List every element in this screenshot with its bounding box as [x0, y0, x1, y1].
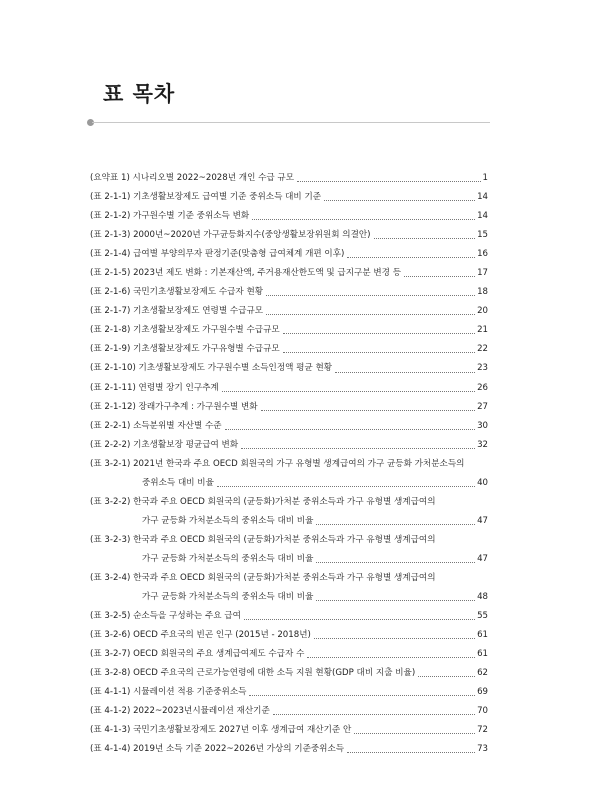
toc-entry[interactable]: [90, 626, 488, 645]
toc-leader-dots: [316, 524, 475, 525]
toc-entry-label: (표 2-1-3): [90, 230, 131, 241]
toc-entry-page: 32: [477, 439, 488, 450]
toc-entry-page: 18: [477, 287, 488, 298]
toc-entry[interactable]: [90, 645, 488, 664]
toc-entry-title: 국민기초생활보장제도 수급자 현황: [133, 287, 264, 298]
toc-leader-dots: [283, 352, 475, 353]
toc-entry-page: 47: [477, 553, 488, 564]
toc-entry-label: (표 2-1-11): [90, 382, 136, 393]
toc-entry-title: 시뮬레이션 적용 기준중위소득: [133, 687, 247, 698]
toc-entry-page: 1: [482, 173, 488, 183]
toc-entry-title: 순소득을 구성하는 주요 급여: [133, 611, 241, 622]
toc-leader-dots: [283, 333, 475, 334]
toc-leader-dots: [354, 733, 475, 734]
toc-entry[interactable]: [90, 664, 488, 683]
toc-entry-title: 2021년 한국과 주요 OECD 회원국의 가구 유형별 생계급여의 가구 균등화 가처분소득의: [133, 458, 465, 469]
toc-leader-dots: [314, 638, 475, 639]
toc-entry-title: 연령별 장기 인구추계: [138, 382, 219, 393]
toc-leader-dots: [222, 391, 475, 392]
toc-leader-dots: [249, 695, 475, 696]
toc-entry[interactable]: [90, 417, 488, 436]
toc-entry-page: 17: [477, 268, 488, 279]
toc-entry-title: 기초생활보장제도 가구원수별 수급규모: [133, 325, 280, 336]
toc-entry[interactable]: [90, 398, 488, 417]
toc-entry[interactable]: [90, 379, 488, 398]
toc-leader-dots: [347, 752, 475, 753]
toc-entry-label: (표 4-1-2): [90, 706, 131, 717]
toc-entry-title: OECD 주요국의 빈곤 인구 (2015년 - 2018년): [133, 630, 311, 641]
toc-entry-page: 15: [477, 230, 488, 241]
toc-entry-label: (표 3-2-3): [90, 534, 131, 545]
toc-leader-dots: [404, 276, 475, 277]
toc-entry-page: 30: [477, 420, 488, 431]
toc-leader-dots: [225, 429, 476, 430]
toc-entry-label: (표 3-2-8): [90, 668, 131, 679]
toc-entry[interactable]: [90, 702, 488, 721]
toc-entry[interactable]: [90, 321, 488, 340]
toc-entry[interactable]: [90, 436, 488, 455]
toc-entry-page: 40: [477, 477, 488, 488]
toc-leader-dots: [316, 562, 475, 563]
toc-entry-title: 2000년~2020년 가구균등화지수(중앙생활보장위원회 의결안): [133, 230, 371, 241]
toc-entry[interactable]: [90, 531, 488, 569]
toc-entry-page: 73: [477, 744, 488, 755]
toc-leader-dots: [324, 200, 475, 201]
toc-entry-title: 2023년 제도 변화 : 기본재산액, 주거용재산한도액 및 급지구분 변경 등: [133, 268, 402, 279]
toc-leader-dots: [347, 257, 475, 258]
toc-entry-title: OECD 회원국의 주요 생계급여제도 수급자 수: [133, 649, 305, 660]
toc-entry-label: (표 2-1-6): [90, 287, 131, 298]
toc-leader-dots: [261, 410, 476, 411]
toc-entry[interactable]: [90, 493, 488, 531]
toc-entry-title: 한국과 주요 OECD 회원국의 (균등화)가처분 중위소득과 가구 유형별 생계급여의: [133, 572, 436, 583]
toc-entry[interactable]: [90, 207, 488, 226]
toc-entry-label: (표 2-2-2): [90, 439, 131, 450]
toc-entry-label: (표 4-1-4): [90, 744, 131, 755]
toc-entry-title: 장래가구추계 : 가구원수별 변화: [138, 401, 258, 412]
toc-entry-page: 21: [477, 325, 488, 336]
toc-leader-dots: [217, 486, 475, 487]
toc-entry-page: 26: [477, 382, 488, 393]
title-rule: [92, 122, 490, 123]
toc-entry[interactable]: [90, 302, 488, 321]
toc-entry-page: 16: [477, 249, 488, 260]
toc-entry-page: 69: [477, 687, 488, 698]
toc-entry-label: (표 2-1-4): [90, 249, 131, 260]
toc-entry-label: (표 2-1-5): [90, 268, 131, 279]
toc-leader-dots: [252, 219, 475, 220]
table-of-contents: [90, 169, 488, 759]
toc-entry[interactable]: [90, 264, 488, 283]
toc-leader-dots: [266, 295, 475, 296]
toc-entry-title: 기초생활보장제도 연령별 수급규모: [133, 306, 264, 317]
toc-entry-title: 기초생활보장제도 가구유형별 수급규모: [133, 344, 280, 355]
toc-entry-title-cont: 중위소득 대비 비율: [142, 477, 214, 488]
toc-leader-dots: [374, 238, 476, 239]
toc-entry-page: 72: [477, 725, 488, 736]
toc-entry-page: 47: [477, 515, 488, 526]
toc-entry-title: 기초생활보장 평균급여 변화: [133, 439, 239, 450]
toc-entry-page: 20: [477, 306, 488, 317]
toc-entry-label: (표 2-2-1): [90, 420, 131, 431]
toc-entry-label: (표 2-1-2): [90, 211, 131, 222]
toc-entry-page: 61: [477, 630, 488, 641]
toc-entry-page: 70: [477, 706, 488, 717]
toc-entry-label: (표 4-1-3): [90, 725, 131, 736]
toc-entry-title-cont: 가구 균등화 가처분소득의 중위소득 대비 비율: [142, 515, 314, 526]
toc-entry[interactable]: [90, 169, 488, 188]
toc-entry-label: (표 2-1-10): [90, 363, 136, 374]
toc-entry-title: 기초생활보장제도 가구원수별 소득인정액 평균 현황: [138, 363, 333, 374]
toc-leader-dots: [297, 181, 480, 182]
toc-entry-label: (표 2-1-8): [90, 325, 131, 336]
toc-entry[interactable]: [90, 607, 488, 626]
toc-entry[interactable]: [90, 283, 488, 302]
toc-entry-page: 27: [477, 401, 488, 412]
toc-entry-label: (표 3-2-7): [90, 649, 131, 660]
toc-entry-title: 한국과 주요 OECD 회원국의 (균등화)가처분 중위소득과 가구 유형별 생계급여의: [133, 496, 436, 507]
toc-entry-title-cont: 가구 균등화 가처분소득의 중위소득 대비 비율: [142, 592, 314, 603]
toc-entry-label: (표 4-1-1): [90, 687, 131, 698]
toc-entry[interactable]: [90, 188, 488, 207]
toc-entry-title: 한국과 주요 OECD 회원국의 (균등화)가처분 중위소득과 가구 유형별 생계급여의: [133, 534, 436, 545]
toc-entry-page: 14: [477, 211, 488, 222]
page-title: 표 목차: [103, 82, 176, 106]
toc-entry[interactable]: [90, 569, 488, 607]
toc-entry[interactable]: [90, 245, 488, 264]
toc-entry-label: (표 2-1-9): [90, 344, 131, 355]
toc-entry-page: 48: [477, 592, 488, 603]
toc-entry-label: (표 3-2-4): [90, 572, 131, 583]
toc-entry-title: 국민기초생활보장제도 2027년 이후 생계급여 재산기준 안: [133, 725, 352, 736]
toc-entry-title: 2019년 소득 기준 2022~2026년 가상의 기준중위소득: [133, 744, 345, 755]
toc-entry-page: 23: [477, 363, 488, 374]
toc-entry-label: (표 2-1-1): [90, 192, 131, 203]
toc-entry[interactable]: [90, 226, 488, 245]
toc-entry-page: 61: [477, 649, 488, 660]
toc-entry-title: OECD 주요국의 근로가능연령에 대한 소득 지원 현황(GDP 대비 지출 비율): [133, 668, 416, 679]
toc-entry-label: (표 3-2-2): [90, 496, 131, 507]
toc-entry[interactable]: [90, 721, 488, 740]
toc-leader-dots: [241, 448, 475, 449]
toc-leader-dots: [418, 676, 475, 677]
toc-entry-page: 62: [477, 668, 488, 679]
toc-leader-dots: [307, 657, 475, 658]
toc-entry-label: (표 2-1-12): [90, 401, 136, 412]
toc-entry-title: 소득분위별 자산별 수준: [133, 420, 222, 431]
toc-leader-dots: [273, 714, 475, 715]
toc-entry-page: 22: [477, 344, 488, 355]
toc-entry-page: 14: [477, 192, 488, 203]
toc-entry-label: (표 3-2-1): [90, 458, 131, 469]
toc-entry[interactable]: [90, 340, 488, 359]
toc-leader-dots: [316, 600, 475, 601]
toc-entry-title-cont: 가구 균등화 가처분소득의 중위소득 대비 비율: [142, 553, 314, 564]
toc-entry-label: (표 3-2-5): [90, 611, 131, 622]
toc-entry-title: 가구원수별 기준 중위소득 변화: [133, 211, 250, 222]
toc-entry-label: (표 2-1-7): [90, 306, 131, 317]
toc-entry-label: (요약표 1): [90, 173, 130, 183]
toc-entry-label: (표 3-2-6): [90, 630, 131, 641]
toc-entry[interactable]: [90, 455, 488, 493]
toc-entry-page: 55: [477, 611, 488, 622]
toc-entry[interactable]: [90, 740, 488, 759]
toc-entry-title: 기초생활보장제도 급여별 기준 중위소득 대비 기준: [133, 192, 322, 203]
toc-leader-dots: [266, 314, 475, 315]
toc-entry-title: 시나리오별 2022~2028년 개인 수급 규모: [132, 173, 295, 183]
toc-entry-title: 2022~2023년시뮬레이션 재산기준: [133, 706, 270, 717]
toc-leader-dots: [244, 619, 475, 620]
toc-leader-dots: [335, 372, 475, 373]
toc-entry[interactable]: [90, 359, 488, 378]
toc-entry-title: 급여별 부양의무자 판정기준(맞춤형 급여체계 개편 이후): [133, 249, 345, 260]
toc-entry[interactable]: [90, 683, 488, 702]
